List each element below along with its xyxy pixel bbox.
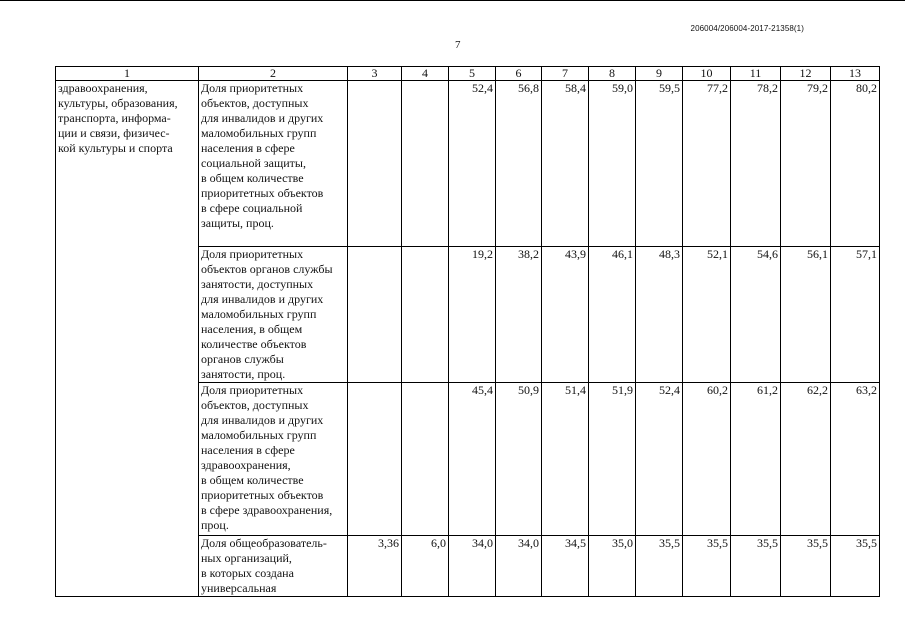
value-cell: 56,1 <box>781 247 831 383</box>
value-cell: 35,0 <box>589 536 636 597</box>
value-cell: 78,2 <box>731 81 781 247</box>
indicator-cell: Доля приоритетных объектов, доступных для инвалидов и других маломобильных групп населения в сфере здравоохранения, в общем количестве приоритетных объектов в сфере здравоохранения, проц. <box>199 383 348 536</box>
column-header: 7 <box>542 67 589 81</box>
value-cell <box>348 81 402 247</box>
value-cell: 52,1 <box>683 247 731 383</box>
value-cell: 34,5 <box>542 536 589 597</box>
value-cell: 63,2 <box>831 383 880 536</box>
value-cell: 59,5 <box>636 81 683 247</box>
indicators-table <box>55 66 880 597</box>
value-cell: 3,36 <box>348 536 402 597</box>
value-cell: 34,0 <box>449 536 496 597</box>
column-header: 9 <box>636 67 683 81</box>
value-cell: 6,0 <box>402 536 449 597</box>
value-cell: 58,4 <box>542 81 589 247</box>
top-border-line <box>0 0 905 1</box>
value-cell: 35,5 <box>831 536 880 597</box>
value-cell: 62,2 <box>781 383 831 536</box>
value-cell: 45,4 <box>449 383 496 536</box>
value-cell: 51,4 <box>542 383 589 536</box>
table-row <box>56 81 880 247</box>
value-cell: 34,0 <box>496 536 542 597</box>
column-header: 11 <box>731 67 781 81</box>
column-header: 13 <box>831 67 880 81</box>
value-cell: 61,2 <box>731 383 781 536</box>
column-header: 1 <box>56 67 199 81</box>
value-cell <box>348 247 402 383</box>
value-cell: 48,3 <box>636 247 683 383</box>
column-header: 12 <box>781 67 831 81</box>
value-cell: 60,2 <box>683 383 731 536</box>
value-cell: 59,0 <box>589 81 636 247</box>
column-header: 4 <box>402 67 449 81</box>
value-cell <box>402 383 449 536</box>
value-cell: 35,5 <box>781 536 831 597</box>
value-cell <box>402 81 449 247</box>
value-cell: 80,2 <box>831 81 880 247</box>
page-number: 7 <box>455 39 461 51</box>
value-cell: 52,4 <box>636 383 683 536</box>
indicator-cell: Доля общеобразователь- ных организаций, в которых создана универсальная <box>199 536 348 597</box>
value-cell: 52,4 <box>449 81 496 247</box>
value-cell: 54,6 <box>731 247 781 383</box>
column-header: 2 <box>199 67 348 81</box>
indicator-cell: Доля приоритетных объектов органов службы занятости, доступных для инвалидов и других маломобильных групп населения, в общем количестве объектов органов службы занятости, проц. <box>199 247 348 383</box>
value-cell: 57,1 <box>831 247 880 383</box>
value-cell: 56,8 <box>496 81 542 247</box>
column-header-row <box>56 67 880 81</box>
value-cell: 19,2 <box>449 247 496 383</box>
value-cell: 43,9 <box>542 247 589 383</box>
value-cell <box>402 247 449 383</box>
category-cell: здравоохранения, культуры, образования, транспорта, информа- ции и связи, физичес- кой культуры и спорта <box>56 81 199 597</box>
column-header: 8 <box>589 67 636 81</box>
indicator-cell: Доля приоритетных объектов, доступных для инвалидов и других маломобильных групп населения в сфере социальной защиты, в общем количестве приоритетных объектов в сфере социальной защиты, проц. <box>199 81 348 247</box>
value-cell: 35,5 <box>731 536 781 597</box>
value-cell: 35,5 <box>683 536 731 597</box>
column-header: 3 <box>348 67 402 81</box>
value-cell: 79,2 <box>781 81 831 247</box>
value-cell: 51,9 <box>589 383 636 536</box>
column-header: 10 <box>683 67 731 81</box>
column-header: 6 <box>496 67 542 81</box>
value-cell: 35,5 <box>636 536 683 597</box>
value-cell <box>348 383 402 536</box>
column-header: 5 <box>449 67 496 81</box>
value-cell: 50,9 <box>496 383 542 536</box>
value-cell: 38,2 <box>496 247 542 383</box>
document-id: 206004/206004-2017-21358(1) <box>690 24 804 33</box>
value-cell: 77,2 <box>683 81 731 247</box>
value-cell: 46,1 <box>589 247 636 383</box>
